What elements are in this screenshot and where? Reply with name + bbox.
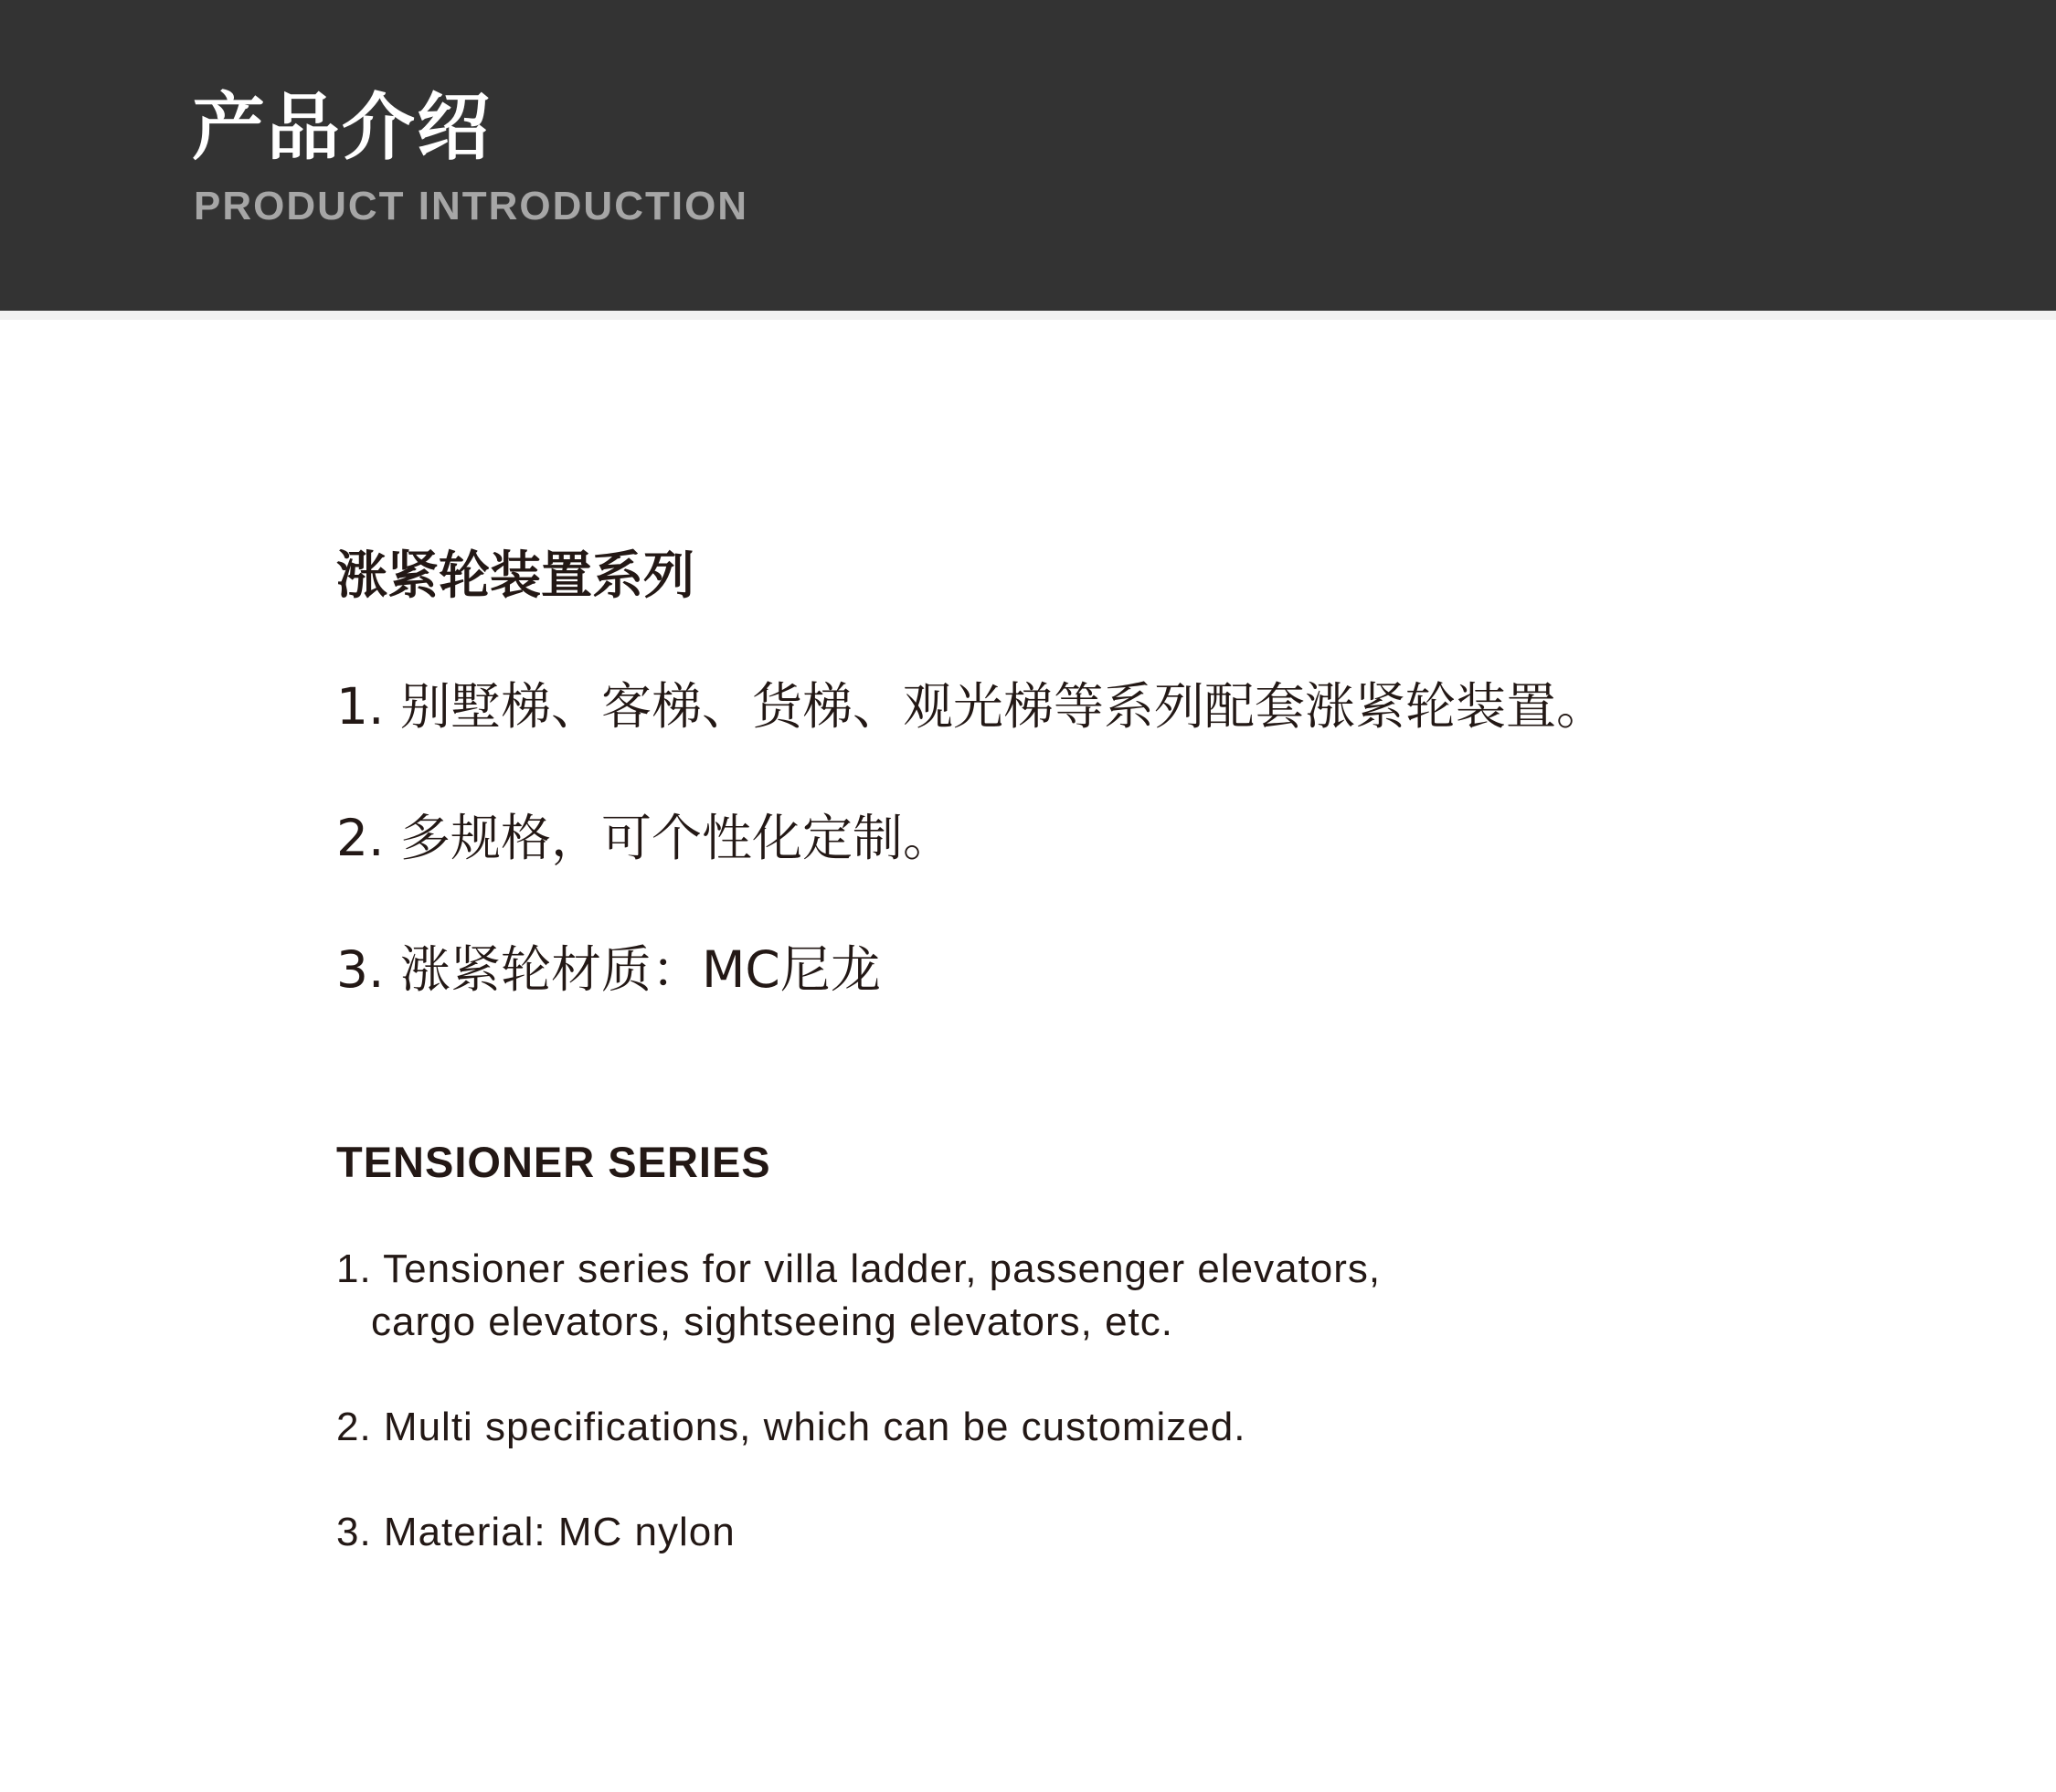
list-item-line: 2. Multi specifications, which can be customized. [336, 1405, 1246, 1449]
list-item-line: 3. Material: MC nylon [336, 1510, 736, 1554]
chinese-feature-list [336, 674, 1606, 1069]
english-feature-list [336, 1243, 1381, 1611]
list-item [336, 1401, 1381, 1454]
page-title-english: PRODUCT INTRODUCTION [194, 184, 749, 228]
list-item: 1. 别墅梯、客梯、货梯、观光梯等系列配套涨紧轮装置。 [336, 677, 1606, 736]
list-item: 3. 涨紧轮材质：MC尼龙 [336, 940, 881, 999]
list-item-line: 1. Tensioner series for villa ladder, passenger elevators, [336, 1246, 1382, 1291]
list-item [336, 1243, 1381, 1349]
list-item [336, 1506, 1381, 1559]
english-section-heading: TENSIONER SERIES [336, 1138, 771, 1186]
list-item-line: cargo elevators, sightseeing elevators, etc. [371, 1299, 1174, 1344]
page-title-chinese: 产品介绍 [192, 85, 492, 170]
header-banner [0, 0, 2056, 311]
chinese-section-heading: 涨紧轮装置系列 [336, 546, 694, 606]
list-item: 2. 多规格，可个性化定制。 [336, 809, 953, 867]
header-divider [0, 311, 2056, 320]
